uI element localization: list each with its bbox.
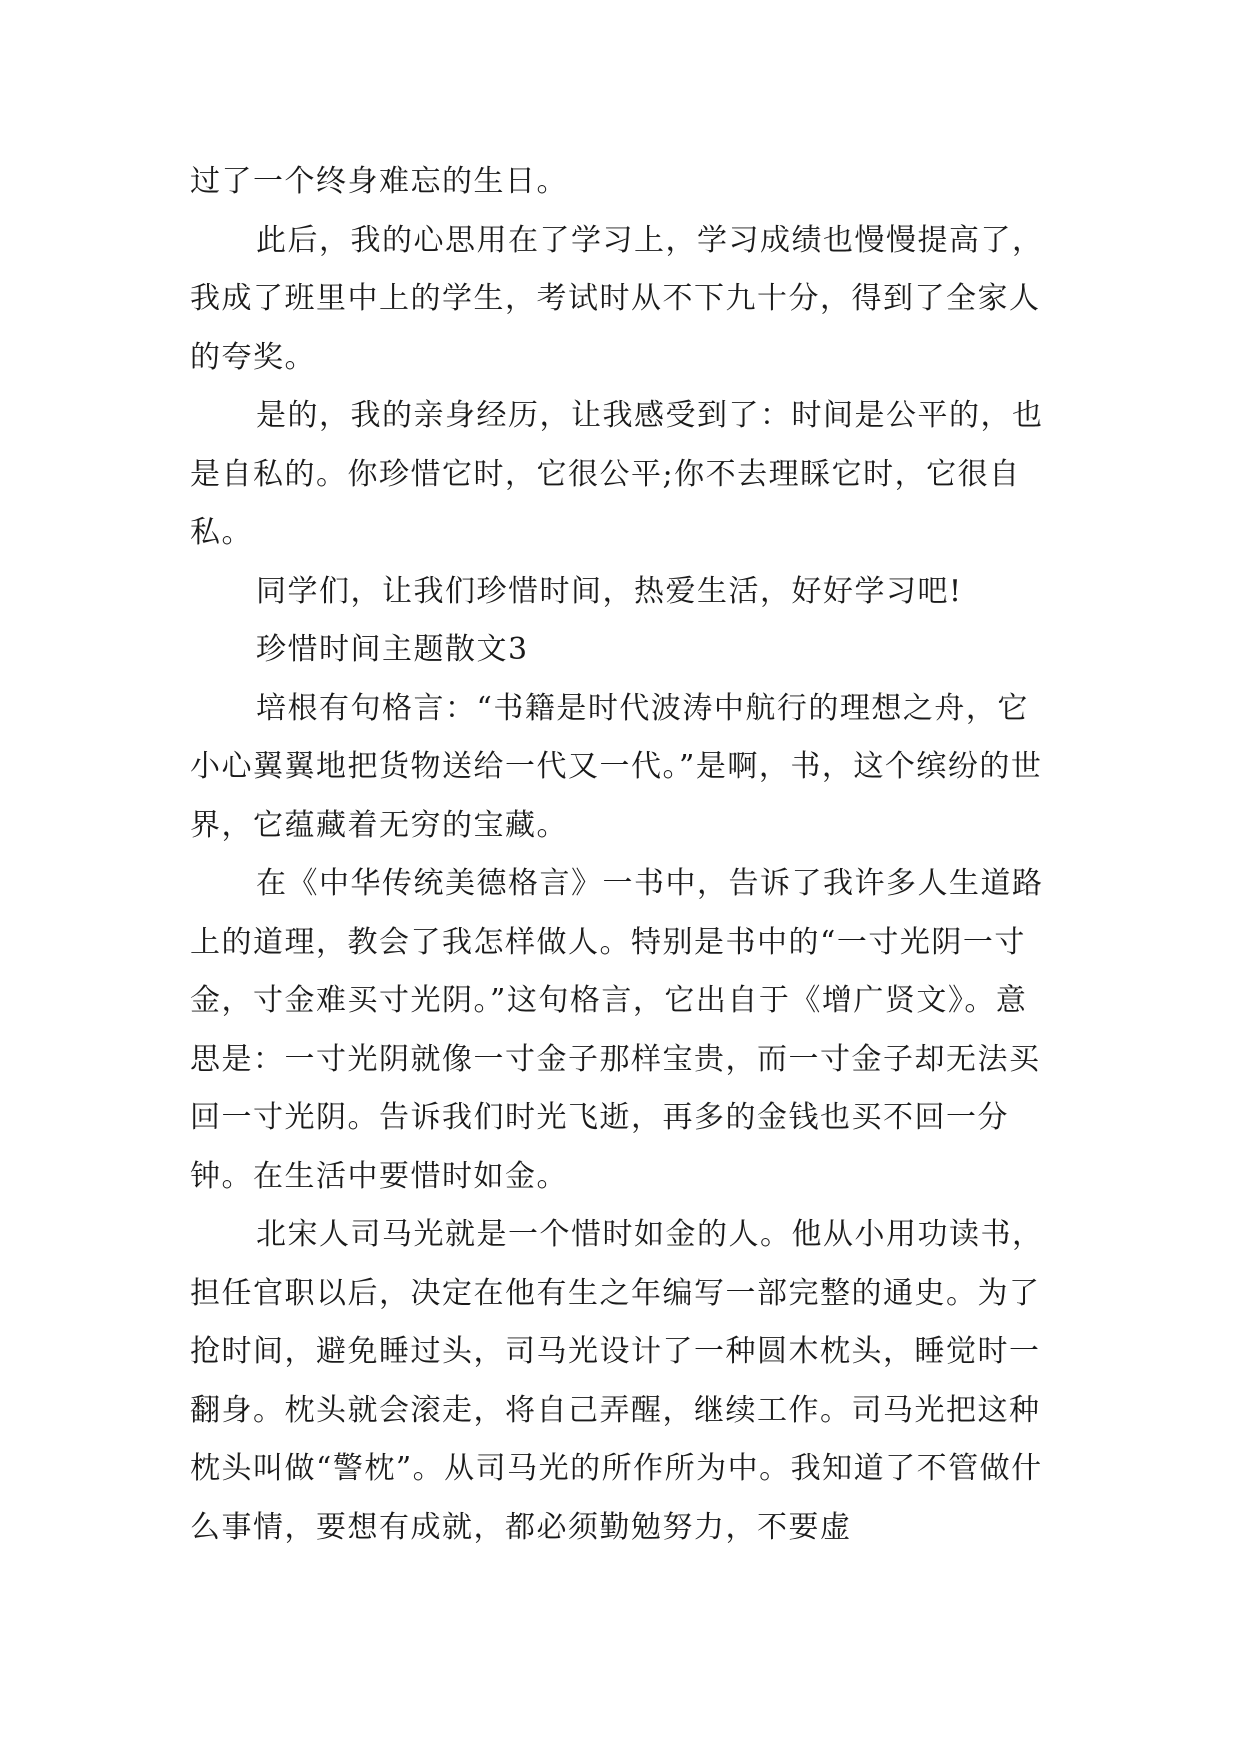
paragraph-3: 是的，我的亲身经历，让我感受到了：时间是公平的，也是自私的。你珍惜它时，它很公平;你不去理睬它时，它很自私。 (190, 398, 1044, 550)
paragraph-1: 过了一个终身难忘的生日。 (190, 164, 568, 199)
document-body (190, 153, 1052, 1557)
paragraph-4: 同学们，让我们珍惜时间，热爱生活，好好学习吧! (256, 573, 963, 609)
paragraph-5: 培根有句格言：“书籍是时代波涛中航行的理想之舟，它小心翼翼地把货物送给一代又一代。”是啊，书，这个缤纷的世界，它蕴藏着无穷的宝藏。 (190, 690, 1043, 843)
paragraph-2: 此后，我的心思用在了学习上，学习成绩也慢慢提高了，我成了班里中上的学生，考试时从不下九十分，得到了全家人的夸奖。 (190, 222, 1044, 375)
section-heading: 珍惜时间主题散文3 (256, 632, 529, 667)
paragraph-6: 在《中华传统美德格言》一书中，告诉了我许多人生道路上的道理，教会了我怎样做人。特别是书中的“一寸光阴一寸金，寸金难买寸光阴。”这句格言，它出自于《增广贤文》。意思是：一寸光阴就像一寸金子那样宝贵，而一寸金子却无法买回一寸光阴。告诉我们时光飞逝，再多的金钱也买不回一分钟。在生活中要惜时如金。 (190, 866, 1044, 1194)
paragraph-7: 北宋人司马光就是一个惜时如金的人。他从小用功读书，担任官职以后，决定在他有生之年编写一部完整的通史。为了抢时间，避免睡过头，司马光设计了一种圆木枕头，睡觉时一翻身。枕头就会滚走，将自己弄醒，继续工作。司马光把这种枕头叫做“警枕”。从司马光的所作所为中。我知道了不管做什么事情，要想有成就，都必须勤勉努力，不要虚 (190, 1217, 1044, 1545)
